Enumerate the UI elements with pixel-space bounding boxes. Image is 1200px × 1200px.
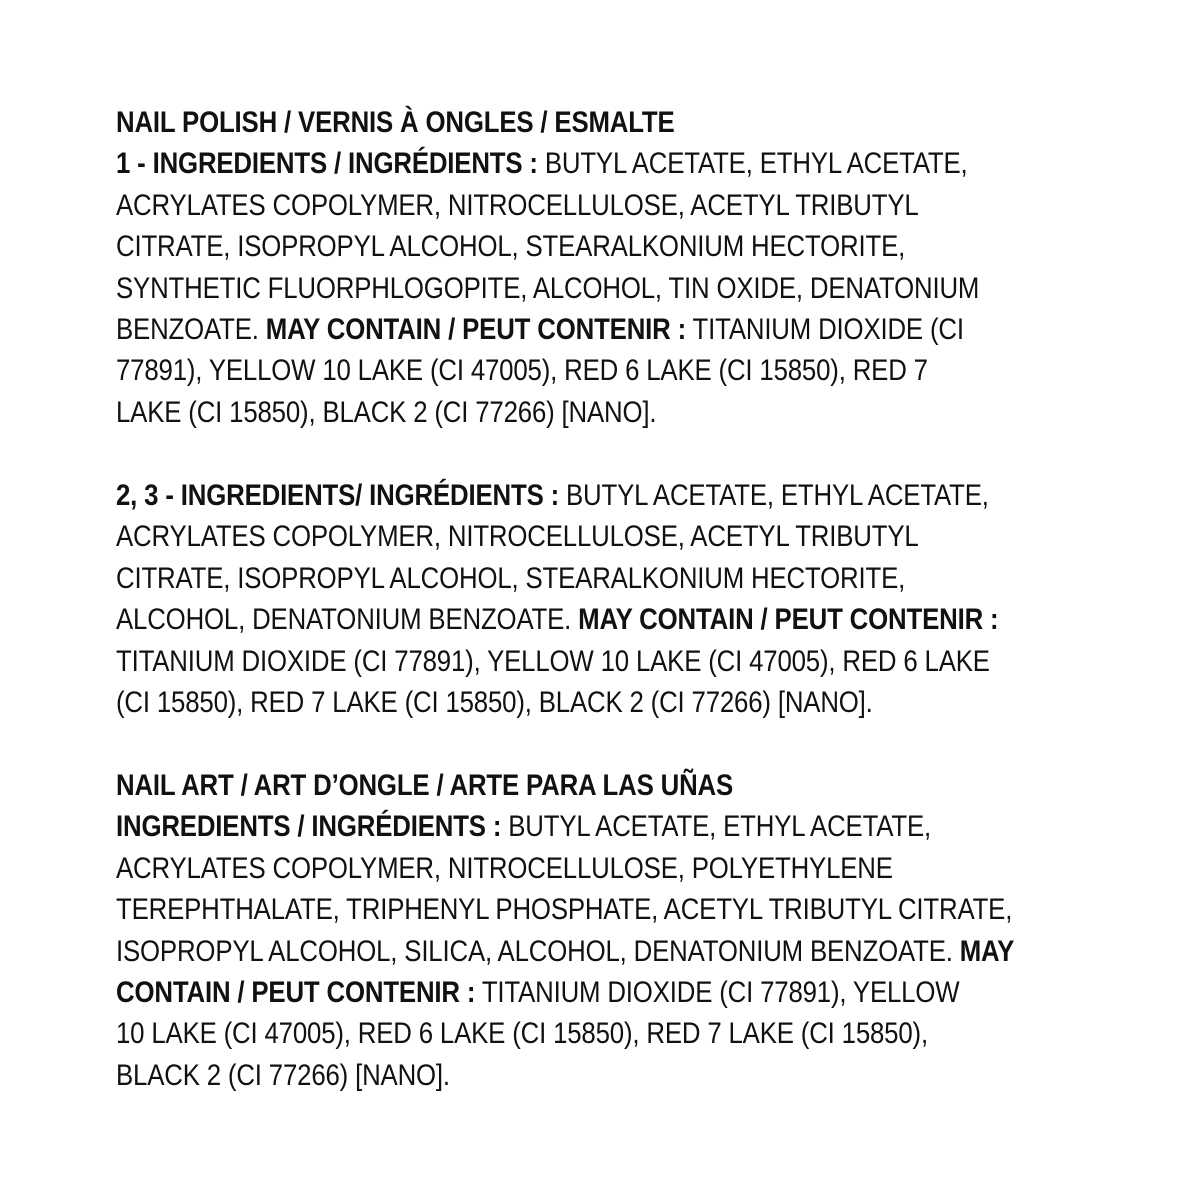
ingredient-line: BLACK 2 (CI 77266) [NANO]. [116,1058,450,1092]
ingredient-line: ACRYLATES COPOLYMER, NITROCELLULOSE, POLYETHYLENE [116,851,893,885]
ingredient-line: 1 - INGREDIENTS / INGRÉDIENTS : BUTYL ACETATE, ETHYL ACETATE, [116,147,968,181]
ingredient-line: ISOPROPYL ALCOHOL, SILICA, ALCOHOL, DENATONIUM BENZOATE. MAY [116,934,1015,968]
ingredient-line: TEREPHTHALATE, TRIPHENYL PHOSPHATE, ACETYL TRIBUTYL CITRATE, [116,893,1013,927]
ingredient-line: ALCOHOL, DENATONIUM BENZOATE. MAY CONTAIN / PEUT CONTENIR : [116,603,999,637]
ingredient-line: (CI 15850), RED 7 LAKE (CI 15850), BLACK 2 (CI 77266) [NANO]. [116,685,873,719]
ingredient-line: CONTAIN / PEUT CONTENIR : TITANIUM DIOXIDE (CI 77891), YELLOW [116,975,960,1009]
ingredient-line: ACRYLATES COPOLYMER, NITROCELLULOSE, ACETYL TRIBUTYL [116,188,919,222]
ingredient-line: CITRATE, ISOPROPYL ALCOHOL, STEARALKONIUM HECTORITE, [116,230,906,264]
formula-2-3-section [116,475,999,723]
ingredient-line: TITANIUM DIOXIDE (CI 77891), YELLOW 10 LAKE (CI 47005), RED 6 LAKE [116,644,990,678]
ingredient-line: SYNTHETIC FLUORPHLOGOPITE, ALCOHOL, TIN OXIDE, DENATONIUM [116,271,980,305]
ingredient-line: ACRYLATES COPOLYMER, NITROCELLULOSE, ACETYL TRIBUTYL [116,520,919,554]
nail-polish-section [116,102,980,433]
ingredient-line: INGREDIENTS / INGRÉDIENTS : BUTYL ACETATE, ETHYL ACETATE, [116,810,931,844]
section-heading: NAIL ART / ART D’ONGLE / ARTE PARA LAS UÑAS [116,769,734,802]
ingredient-line: 10 LAKE (CI 47005), RED 6 LAKE (CI 15850), RED 7 LAKE (CI 15850), [116,1017,928,1051]
section-heading: NAIL POLISH / VERNIS À ONGLES / ESMALTE [116,106,675,139]
nail-art-section [116,765,1015,1096]
ingredient-line: CITRATE, ISOPROPYL ALCOHOL, STEARALKONIUM HECTORITE, [116,561,906,595]
ingredient-line: LAKE (CI 15850), BLACK 2 (CI 77266) [NANO]. [116,395,657,429]
ingredient-line: 2, 3 - INGREDIENTS/ INGRÉDIENTS : BUTYL ACETATE, ETHYL ACETATE, [116,479,989,512]
ingredient-line: BENZOATE. MAY CONTAIN / PEUT CONTENIR : TITANIUM DIOXIDE (CI [116,312,964,346]
ingredient-line: 77891), YELLOW 10 LAKE (CI 47005), RED 6 LAKE (CI 15850), RED 7 [116,354,928,388]
